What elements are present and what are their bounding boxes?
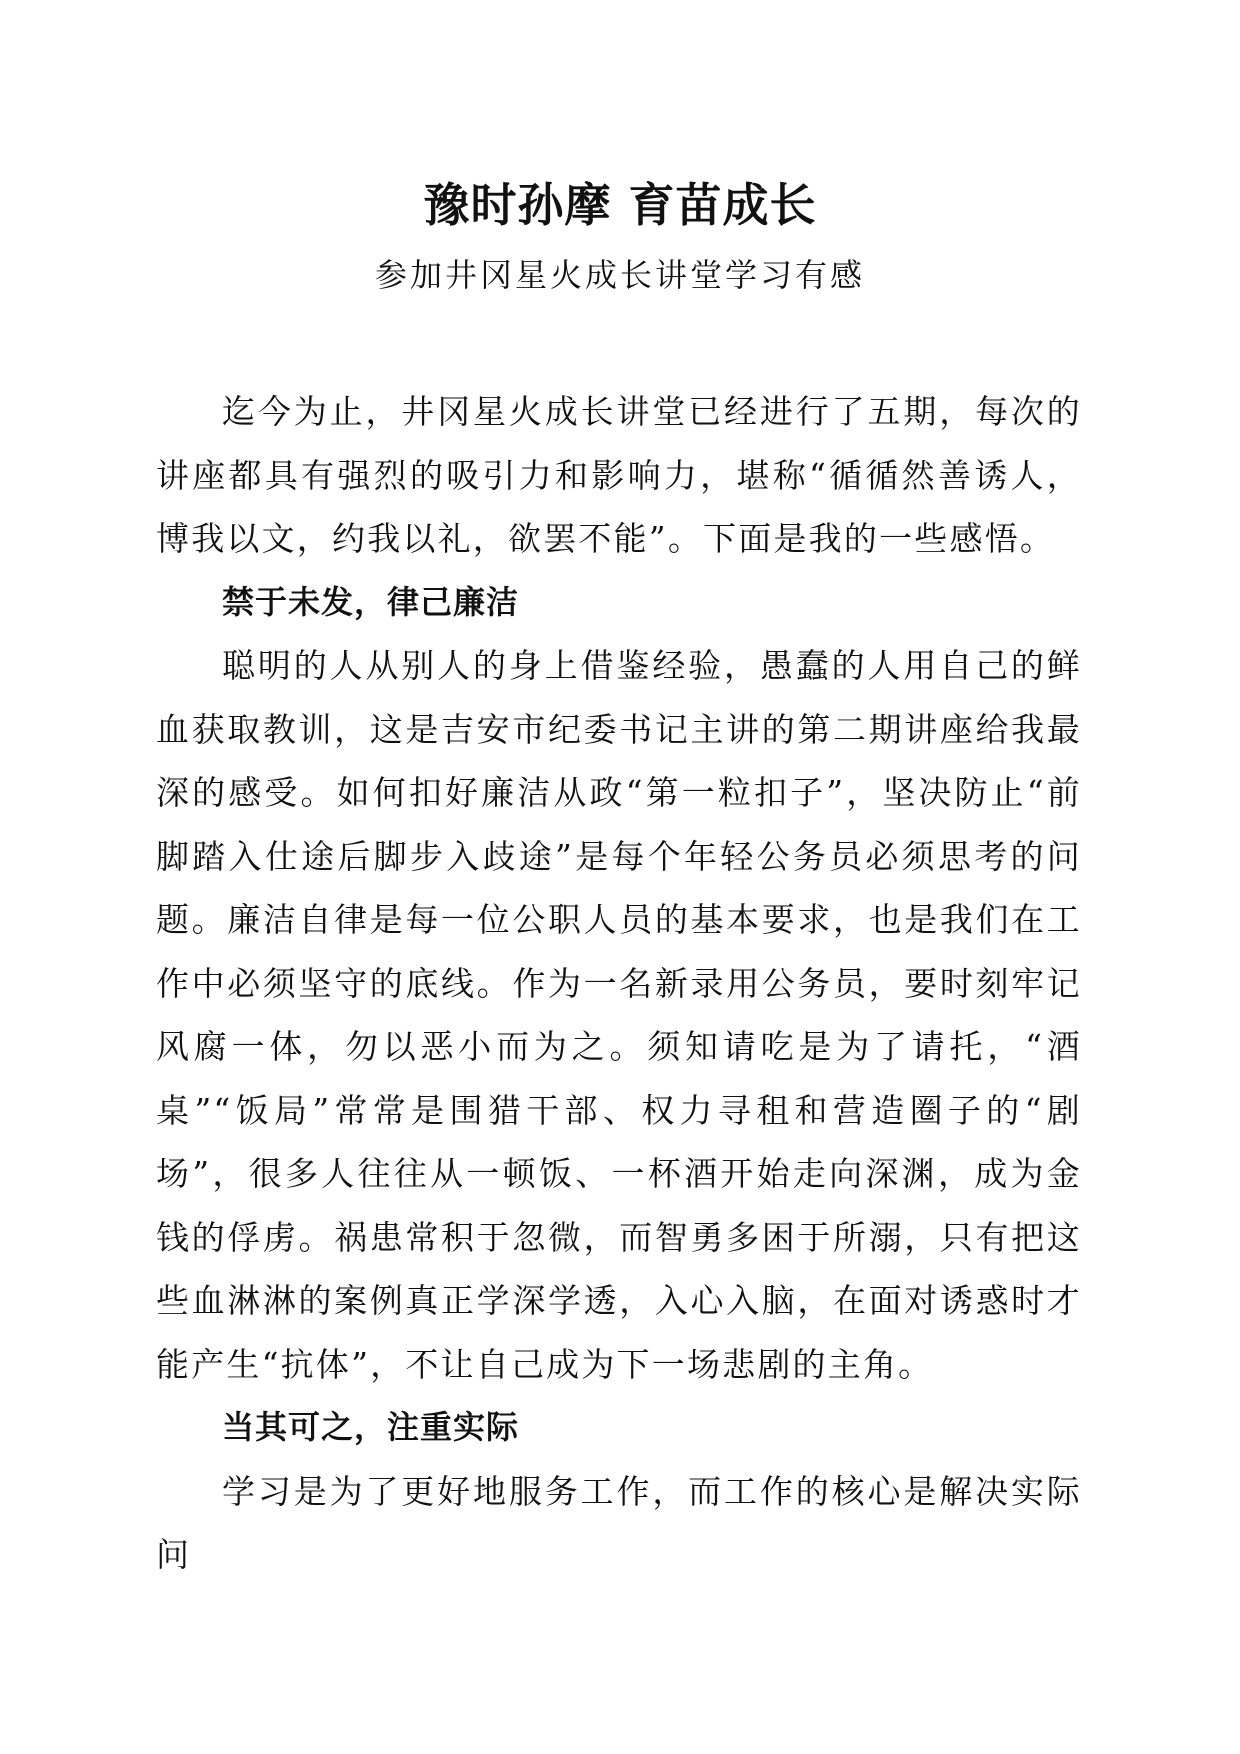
- document-subtitle: 参加井冈星火成长讲堂学习有感: [374, 256, 865, 294]
- document-body: [156, 380, 1082, 1587]
- body-paragraph: 聪明的人从别人的身上借鉴经验，愚蠢的人用自己的鲜血获取教训，这是吉安市纪委书记主讲的第二期讲座给我最深的感受。如何扣好廉洁从政“第一粒扣子”，坚决防止“前脚踏入仕途后脚步入歧途”是每个年轻公务员必须思考的问题。廉洁自律是每一位公职人员的基本要求，也是我们在工作中必须坚守的底线。作为一名新录用公务员，要时刻牢记风腐一体，勿以恶小而为之。须知请吃是为了请托，“酒桌”“饭局”常常是围猎干部、权力寻租和营造圈子的“剧场”，很多人往往从一顿饭、一杯酒开始走向深渊，成为金钱的俘虏。祸患常积于忽微，而智勇多困于所溺，只有把这些血淋淋的案例真正学深学透，入心入脑，在面对诱惑时才能产生“抗体”，不让自己成为下一场悲剧的主角。: [156, 646, 1082, 1384]
- section-heading: 当其可之，注重实际: [222, 1408, 520, 1446]
- body-paragraph: 学习是为了更好地服务工作，而工作的核心是解决实际问: [156, 1471, 1082, 1574]
- document-title: 豫时孙摩 育苗成长: [423, 178, 817, 232]
- body-paragraph: 迄今为止，井冈星火成长讲堂已经进行了五期，每次的讲座都具有强烈的吸引力和影响力，堪称“循循然善诱人，博我以文，约我以礼，欲罢不能”。下面是我的一些感悟。: [156, 392, 1082, 558]
- section-heading: 禁于未发，律己廉洁: [222, 582, 520, 621]
